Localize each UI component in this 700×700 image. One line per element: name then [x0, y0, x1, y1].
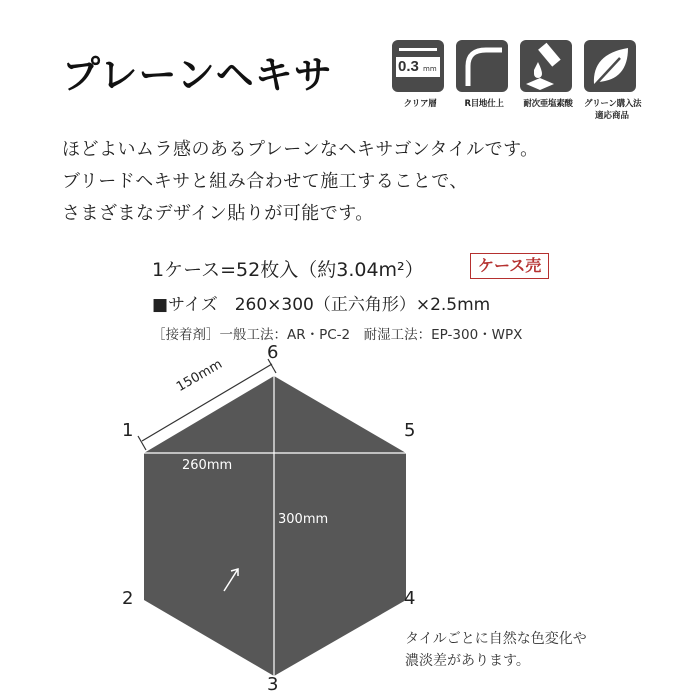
feature-green-purchase: [584, 40, 644, 121]
size-spec: ■サイズ 260×300（正六角形）×2.5mm: [152, 295, 491, 315]
feature-thickness: [392, 40, 452, 109]
icon-label-line2: 適応商品: [594, 111, 629, 121]
r-joint-icon: [456, 40, 508, 92]
vertex-label-2: 2: [122, 588, 134, 609]
note-line: 濃淡差があります。: [405, 653, 530, 669]
note-line: タイルごとに自然な色変化や: [405, 631, 587, 647]
product-description: [62, 134, 539, 230]
thickness-unit: mm: [423, 65, 437, 73]
description-line: さまざまなデザイン貼りが可能です。: [62, 203, 374, 224]
thickness-icon: [392, 40, 444, 92]
icon-label: 耐次亜塩素酸: [523, 99, 573, 109]
edge-length-label: 150mm: [174, 356, 225, 395]
color-variation-note: [405, 628, 587, 672]
green-leaf-icon: [584, 40, 636, 92]
vertex-label-3: 3: [267, 674, 279, 695]
icon-label: グリーン購入法: [584, 99, 642, 109]
feature-icons: [392, 40, 642, 130]
case-sale-badge: ケース売: [470, 253, 549, 279]
thickness-value: 0.3: [398, 58, 419, 75]
description-line: ほどよいムラ感のあるプレーンなヘキサゴンタイルです。: [62, 139, 539, 160]
edge-tick-left: [138, 436, 146, 450]
vertex-label-5: 5: [404, 420, 416, 441]
width-label: 260mm: [182, 458, 233, 473]
case-quantity: 1ケース=52枚入（約3.04m²）: [152, 259, 424, 281]
vertex-label-6: 6: [267, 342, 279, 363]
chemical-resistance-icon: [520, 40, 572, 92]
vertex-label-1: 1: [122, 420, 134, 441]
icon-label: R目地仕上: [464, 99, 504, 109]
hexagon-tile: [144, 376, 406, 676]
adhesive-spec: ［接着剤］一般工法：AR・PC-2 耐湿工法：EP-300・WPX: [152, 327, 523, 343]
height-label: 300mm: [278, 512, 329, 527]
description-line: ブリードヘキサと組み合わせて施工することで、: [62, 171, 468, 192]
product-title: プレーンヘキサ: [62, 53, 333, 97]
icon-label: クリア層: [403, 99, 437, 109]
feature-chemical: [520, 40, 580, 109]
vertex-label-4: 4: [404, 588, 416, 609]
feature-r-joint: [456, 40, 516, 109]
